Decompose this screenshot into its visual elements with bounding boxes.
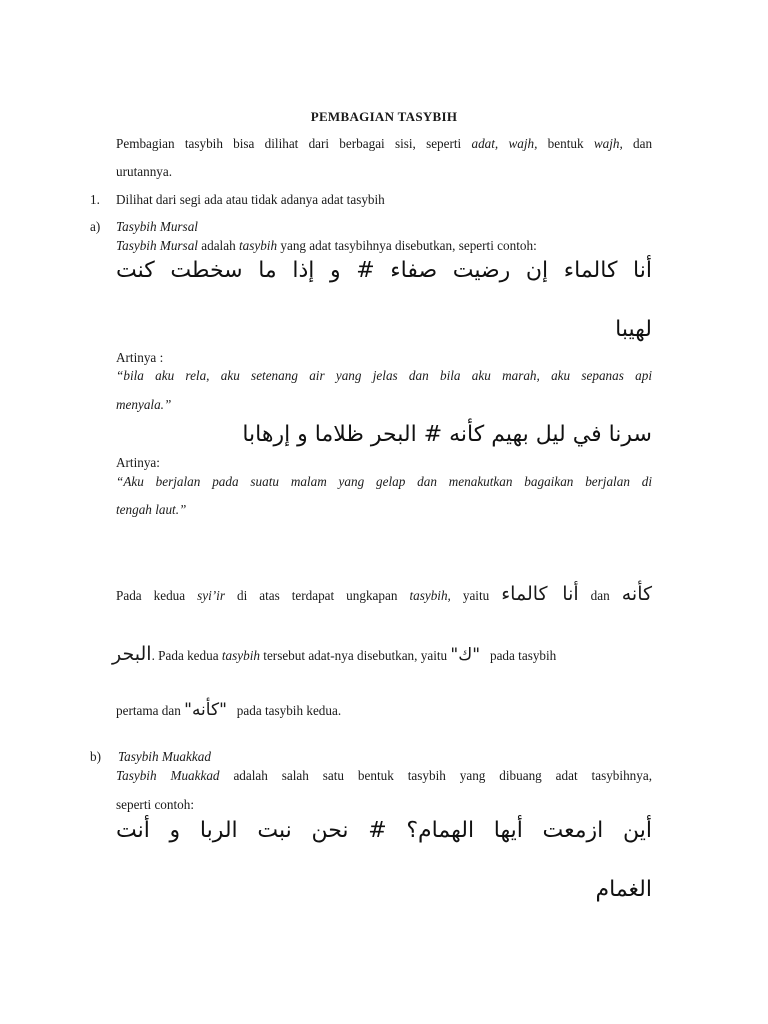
intro-line-1 — [116, 136, 652, 152]
explain-italic: tasybih — [221, 648, 260, 663]
meaning-1-line-2 — [116, 397, 171, 413]
meaning-2-line-2 — [116, 502, 186, 518]
intro-text: bentuk — [547, 136, 584, 151]
explain-italic: tasybih, — [409, 588, 451, 603]
artinya-label-1: Artinya : — [116, 350, 164, 365]
close-quote: ” — [163, 397, 172, 412]
arabic-inline: البحر — [112, 643, 152, 665]
arabic-verse-3-line-2: الغمام — [595, 877, 652, 902]
subsection-heading-mursal: Tasybih Mursal — [116, 219, 198, 234]
meaning-text: menyala. — [116, 397, 164, 412]
definition-text: adalah salah satu bentuk tasybih yang dibuang adat tasybihnya, — [233, 768, 652, 783]
explain-text: pada tasybih — [489, 648, 557, 663]
intro-line-2: urutannya. — [116, 164, 173, 179]
meaning-1-line-1 — [116, 368, 652, 384]
subsection-heading-muakkad: Tasybih Muakkad — [118, 749, 211, 764]
explain-italic: syi’ir — [197, 588, 225, 603]
intro-italic: adat, wajh, — [471, 136, 538, 151]
open-quote: “ — [116, 368, 124, 383]
intro-text: dan — [633, 136, 653, 151]
arabic-verse-2: سرنا في ليل بهيم كأنه # البحر ظلاما و إرهابا — [242, 422, 652, 447]
arabic-verse-1-line-1: أنا كالماء إن رضيت صفاء # و إذا ما سخطت كنت — [116, 258, 652, 283]
explain-text: pada tasybih kedua. — [236, 703, 342, 718]
explain-text: dan — [590, 588, 610, 603]
explain-text: tersebut adat-nya disebutkan, yaitu — [263, 648, 448, 663]
meaning-text: bila aku rela, aku setenang air yang jelas dan bila aku marah, aku sepanas api — [123, 368, 652, 383]
section-number: 1. — [90, 192, 100, 207]
explain-text: . Pada kedua — [151, 648, 219, 663]
list-marker-a: a) — [90, 219, 101, 234]
quoted-arabic: "ك" — [450, 645, 481, 665]
arabic-inline: أنا كالماء — [501, 583, 579, 605]
explain-text: yaitu — [462, 588, 490, 603]
explain-text: Pada kedua — [116, 588, 186, 603]
close-quote: ” — [179, 502, 187, 517]
muakkad-definition-line-2: seperti contoh: — [116, 797, 195, 812]
list-marker-b: b) — [90, 749, 101, 764]
mursal-definition — [116, 238, 537, 254]
arabic-inline: كأنه — [621, 583, 653, 605]
intro-text: Pembagian tasybih bisa dilihat dari berbagai sisi, seperti — [116, 136, 462, 151]
term: Tasybih Mursal — [116, 238, 198, 253]
arabic-verse-3-line-1: أين ازمعت أيها الهمام؟ # نحن نبت الربا و أنت — [116, 818, 652, 843]
explain-line-3 — [116, 698, 341, 723]
section-heading: Dilihat dari segi ada atau tidak adanya adat tasybih — [116, 192, 385, 207]
definition-text: adalah — [201, 238, 236, 253]
open-quote: “ — [116, 474, 124, 489]
term: Tasybih Muakkad — [116, 768, 220, 783]
definition-text: yang adat tasybihnya disebutkan, seperti contoh: — [280, 238, 537, 253]
term: tasybih — [238, 238, 278, 253]
page-title: PEMBAGIAN TASYBIH — [310, 109, 458, 124]
artinya-label-2: Artinya: — [116, 455, 160, 470]
quoted-arabic: "كأنه" — [184, 700, 227, 720]
explain-line-2 — [112, 642, 556, 668]
meaning-2-line-1 — [116, 474, 652, 490]
explain-line-1 — [116, 582, 652, 608]
explain-text: pertama dan — [116, 703, 181, 718]
meaning-text: tengah laut. — [116, 502, 180, 517]
muakkad-definition-line-1 — [116, 768, 652, 784]
explain-text: di atas terdapat ungkapan — [236, 588, 398, 603]
intro-italic: wajh, — [593, 136, 623, 151]
arabic-verse-1-line-2: لهيبا — [615, 317, 652, 342]
meaning-text: Aku berjalan pada suatu malam yang gelap dan menakutkan bagaikan berjalan di — [123, 474, 652, 489]
